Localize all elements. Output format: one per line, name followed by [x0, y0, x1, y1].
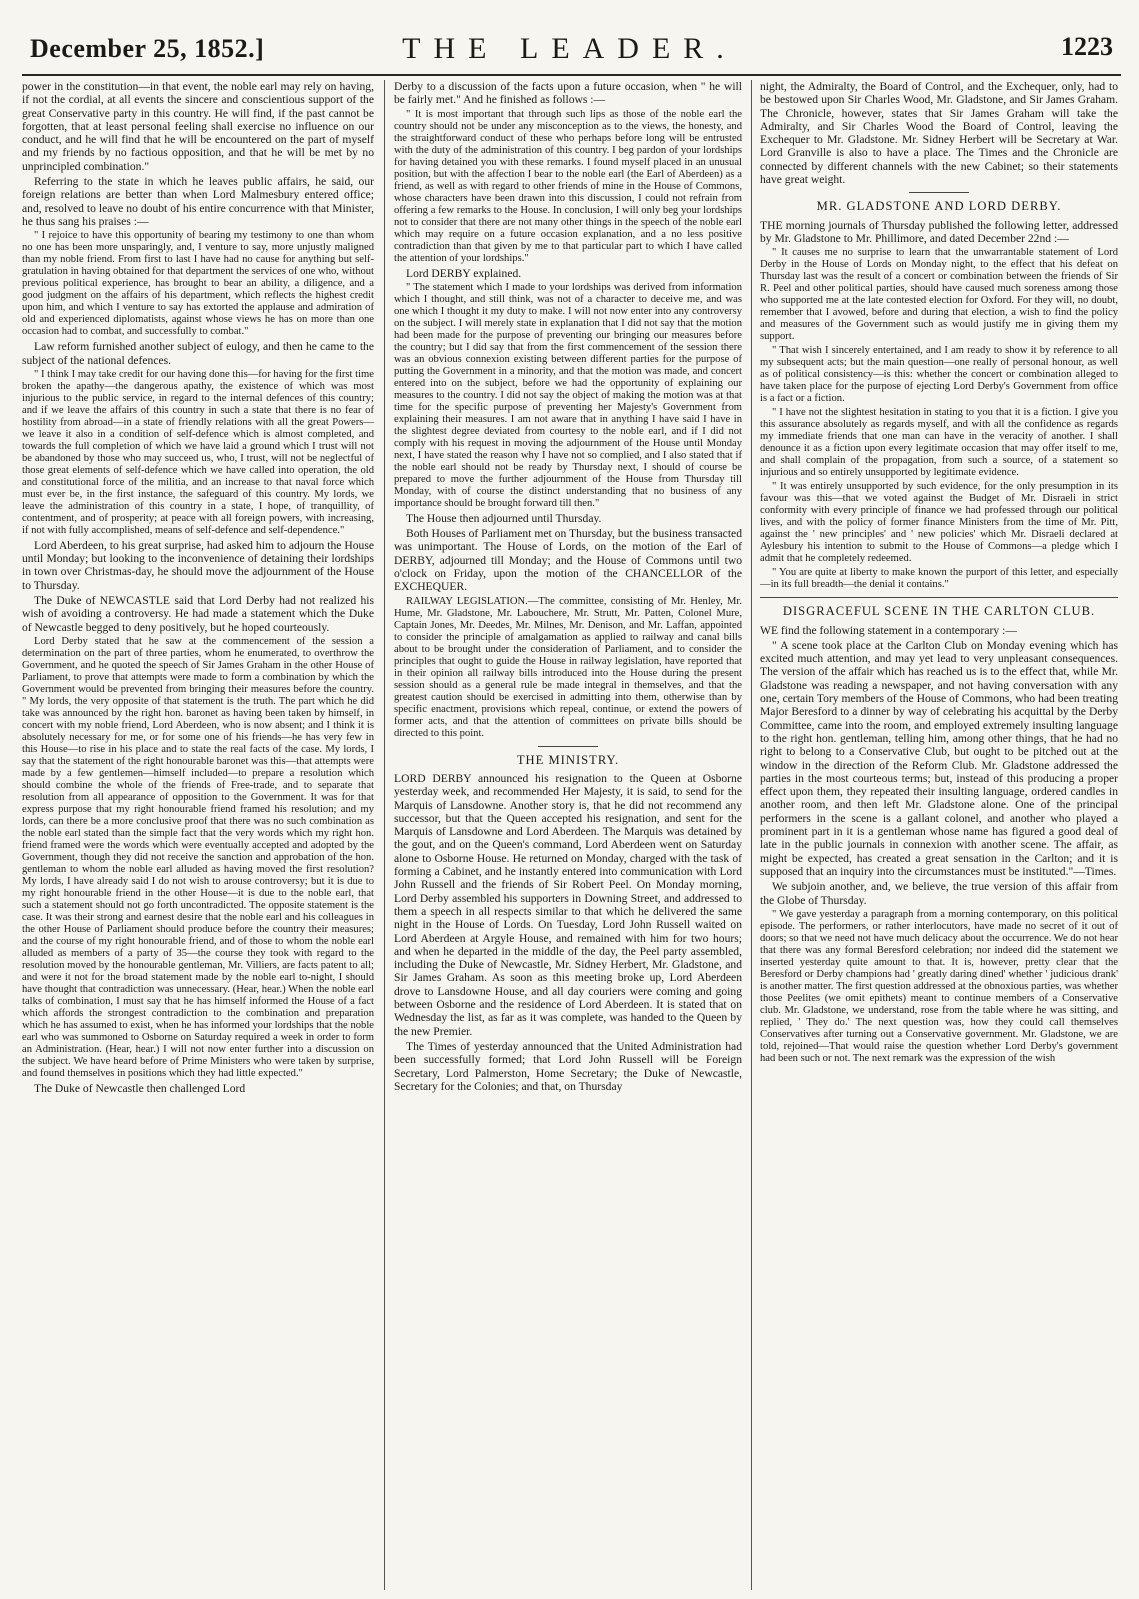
paragraph: LORD DERBY announced his resignation to the Queen at Osborne yesterday week, and recommended Her Majesty, it is said, to send for the Marquis of Lansdowne. Another story is, that he did not recommend any successor, but that the Queen accepted his resignation, and sent for the Marquis of Lansdowne and Lord Aberdeen. The Marquis was detained by the gout, and on the Queen's command, Lord Aberdeen went on Saturday alone to Osborne House. He returned on Monday, charged with the task of forming a Cabinet, and he instantly entered into communication with Lord John Russell and the friends of Sir Robert Peel. On Monday morning, Lord Derby assembled his supporters in Downing Street, and addressed to them a speech in all respects similar to that which he delivered the same night in the House of Lords. On Tuesday, Lord John Russell waited on Lord Aberdeen at Argyle House, and remained with him for two hours; and when he departed in the middle of the day, the Peel party assembled, including the Duke of Newcastle, Mr. Sidney Herbert, Mr. Gladstone, and Sir James Graham. As soon as this meeting broke up, Lord Aberdeen drove to Lansdowne House, and all day couriers were coming and going between Osborne and the residence of Lord Aberdeen. It is stated that on Wednesday the list, as far as it was complete, was handed to the Queen by the new Premier.	[394, 771, 742, 1038]
section-divider	[760, 597, 1118, 598]
paragraph: power in the constitution—in that event, the noble earl may rely on having, if not the cordial, at all events the sincere and conscientious support of the great Conservative party in this country. He will find, if the past cannot be forgotten, that at least personal feeling shall exercise no influence on our conduct, and he will find that he will be encountered on the part of myself and my friends by no factious opposition, and that he will be met by no unprincipled combination."	[22, 80, 374, 173]
quoted-paragraph: " We gave yesterday a paragraph from a morning contemporary, on this political episode. The performers, or rather interlocutors, have made no secret of it out of doors; so that we need not have much delicacy about the occurrence. We do not hear that there was any formal Beresford celebration; nor indeed did the statement we inserted yesterday quite amount to that. It is, however, pretty clear that the Beresford or Derby champions had ' greatly daring dined' whether ' judicious drank' is another matter. The first question addressed at the obnoxious parties, was whether those Peelites (we omit epithets) meant to continue members of a Conservative club. Mr. Gladstone, we understand, rose from the table where he was sitting, and replied, ' They do.' The next question was, how they could call themselves Conservatives after turning out a Conservative government. Mr. Gladstone, we are told, rejoined—That would raise the question whether Lord Derby's government had been such or not. The next remark was the expression of the wish	[760, 908, 1118, 1064]
paragraph: The House then adjourned until Thursday.	[406, 511, 602, 525]
paragraph: Both Houses of Parliament met on Thursday, but the business transacted was unimportant. The House of Lords, on the motion of the Earl of DERBY, adjourned till Monday; and the House of Commons until two o'clock on Friday, upon the motion of the CHANCELLOR of the EXCHEQUER.	[394, 527, 742, 594]
quoted-paragraph: Lord Derby stated that he saw at the commencement of the session a determination on the part of three parties, whom he enumerated, to overthrow the Government, and he quoted the speech of Sir James Graham in the other House of Parliament, to prove that attempts were made to form a combination by which the Government would be prevented from bringing their measures before the country. " My lords, the very opposite of that statement is the truth. The part which he did take was announced by the right hon. baronet as having been taken by himself, in concert with my noble friend, Lord Aberdeen, who is now absent; and I think it is absolutely necessary for me, or for some one of his friends—he has very few in this House—to rise in his place and to state the real facts of the case. My lords, I say that the statement of the right honourable baronet was this—that attempts were made by a few gentlemen—himself included—to prepare a resolution which should combine the whole of the friends of Free-trade, and to separate that resolution from all appearance of opposition to the Government. It was for that express purpose that my right honourable friend framed his resolution; and my lords, can there be a more conclusive proof that there was no such combination as the noble earl stated than the simple fact that the very words which my right hon. friend framed were the words which were eventually accepted and adopted by the Government, though they did not receive the sanction and approbation of the hon. gentleman to whom the noble earl alluded as having moved the first resolution? My lords, I have already said I do not wish to arouse controversy; but it is due to my right honourable friend in the other House—it is due to the noble earl, that such a statement should not go forth uncontradicted. The opposite statement is the case. It was their strong and earnest desire that the noble earl and his colleagues in the other House of Parliament should produce before the country their measures; and the course of my right honourable friend, and of those to whom the noble earl alluded as members of a party of 35—the course they took with regard to the resolution moved by the honourable gentleman, Mr. Villiers, are facts patent to all; and were it not for the broad statement made by the noble earl to-night, I should have thought that contradiction was unnecessary. (Hear, hear.) When the noble earl talks of combination, I must say that he has himself informed the House of a fact which affords the strongest contradiction to the combination and preparation which he has assumed to exist, when he has informed your lordships that the noble earl who was summoned to Osborne on Saturday required a week in order to form an Administration. (Hear, hear.) I will not now enter further into a discussion on the subject. We have heard before of Prime Ministers who were taken by surprise, and found themselves in positions which they had little expected."	[22, 635, 374, 1079]
paragraph: " A scene took place at the Carlton Club on Monday evening which has excited much attention, and may yet lead to very unpleasant consequences. The version of the affair which has reached us is to the effect that, while Mr. Gladstone was reading a newspaper, and not having conversation with any one, certain Tory members of the House of Commons, who had been treating Major Beresford to a dinner by way of celebrating his acquittal by the Derby Committee, came into the room, and employed extremely insulting language to the right hon. gentleman, telling him, among other things, that he had no right to belong to a Conservative Club, but ought to be pitched out at the window in the direction of the Reform Club. Mr. Gladstone addressed the parties in the most courteous terms; but, instead of this producing a proper effect upon them, they repeated their insulting language, ordered candles in another room, and then left Mr. Gladstone alone. One of the principal performers in the scene is a gallant colonel, and another who played a prominent part in it is a gentleman whose name has figured a good deal of late in the public journals in connexion with another scene. The affair, as might be expected, has created a great sensation in the Carlton; and it is supposed that an inquiry into the circumstances must be instituted."—Times.	[760, 638, 1118, 878]
paragraph: We subjoin another, and, we believe, the true version of this affair from the Globe of Thursday.	[760, 880, 1118, 907]
quoted-paragraph: " You are quite at liberty to make known the purport of this letter, and especially—in its full breadth—the denial it contains."	[760, 567, 1118, 591]
paragraph: Referring to the state in which he leaves public affairs, he said, our foreign relations are better than when Lord Malmesbury entered office; and, resolved to leave no doubt of his entire concurrence with that Minister, he thus sang his praises :—	[22, 175, 374, 228]
paragraph-railway-legislation: RAILWAY LEGISLATION.—The committee, consisting of Mr. Henley, Mr. Hume, Mr. Gladstone, Mr. Labouchere, Mr. Strutt, Mr. Patten, Colonel Mure, Captain Jones, Mr. Deedes, Mr. Milnes, Mr. Denison, and Mr. Laffan, appointed to consider the principle of amalgamation as applied to railway and canal bills about to be brought under the consideration of Parliament, and to consider the principles that ought to guide the House in railway legislation, have reported that in their opinion all railway bills introduced into the House during the present session should as a general rule be made integral in themselves, and that the greatest caution should be exercised in admitting into them, otherwise than by specific enactment, provisions which repeal, continue, or extend the powers of former acts, and that the attention of committees on private bills should be directed to this point.	[394, 595, 742, 739]
quoted-paragraph: " I have not the slightest hesitation in stating to you that it is a fiction. I give you this assurance absolutely as regards myself, and with all the confidence as regards my immediate friends that one man can have in the veracity of another. I shall denounce it as a fiction upon every legitimate occasion that may offer itself to me, and shall complain of the propagation, from such a source, of a statement so injurious and so entirely unsupported by legitimate evidence.	[760, 407, 1118, 479]
quoted-paragraph: " That wish I sincerely entertained, and I am ready to show it by reference to all my subsequent acts; but the main question—one really of personal honour, as well as of political consistency—is this: whether the concert or combination alleged to have taken place for the purpose of ejecting Lord Derby's Government from office is a fact or a fiction.	[760, 345, 1118, 405]
paragraph: The Duke of Newcastle then challenged Lord	[34, 1081, 246, 1095]
masthead-rule	[22, 74, 1121, 76]
paragraph: Lord DERBY explained.	[406, 266, 522, 280]
quoted-paragraph: " It is most important that through such lips as those of the noble earl the country should not be under any misconception as to the views, the honesty, and the straightforward conduct of these who perhaps before long will be entrusted with the duty of the administration of this country. I beg pardon of your lordships for having detained you with these remarks. I found myself placed in an unusual position, but with the affection I bear to the noble earl (the Earl of Aberdeen) as a friend, as well as with regard to other friends of mine in the House of Commons, whose characters have been drawn into this discussion, I could not refrain from offering a few remarks to the House. In conclusion, I will only beg your lordships not to consider that there are not many other things in the speech of the noble earl which may require on a future occasion explanation, and a no less positive contradiction than that given by me to that particular part to which I have called the attention of your lordships."	[394, 108, 742, 264]
paragraph: THE morning journals of Thursday published the following letter, addressed by Mr. Gladstone to Mr. Phillimore, and dated December 22nd :—	[760, 218, 1118, 245]
quoted-paragraph: " It was entirely unsupported by such evidence, for the only presumption in its favour was this—that we voted against the Budget of Mr. Disraeli in strict conformity with every principle of finance we had professed through our political lives, and with the policy of former finance Ministers from the time of Mr. Pitt, against the ' new principles' and ' new policies' which Mr. Disraeli declared at Aylesbury his intention to submit to the House of Commons—a pledge which I admit that he completely redeemed.	[760, 481, 1118, 565]
paragraph: Derby to a discussion of the facts upon a future occasion, when " he will be fairly met." And he finished as follows :—	[394, 80, 742, 107]
column-divider	[751, 80, 752, 1590]
paragraph: The Times of yesterday announced that the United Administration had been successfully formed; that Lord John Russell will be Foreign Secretary, Lord Palmerston, Home Secretary; the Duke of Newcastle, Secretary for the Colonies; and that, on Thursday	[394, 1039, 742, 1093]
column-divider	[384, 80, 385, 1590]
issue-date: December 25, 1852.]	[30, 34, 265, 63]
quoted-paragraph: " The statement which I made to your lordships was derived from information which I thought, and still think, was not of a character to deceive me, and was one which I thought it my duty to make. I will not now enter into any controversy on the subject. I will merely state in explanation that I did not say that the motion had been made for the purpose of preventing our bringing our measures before the country; but I did say that from the first commencement of the session there was an obvious connexion existing between different parties for the purpose of putting the Government in a minority, and that the motion was made, and concert entered into on the subject, before we had the opportunity of explaining our measures to the country. I did not say the object of making the motion was at that time for the specific purpose of preventing her Majesty's Government from explaining their measures. I am not aware that in anything I have said I have in the slightest degree deviated from courtesy to the noble earl, and if I did not comply with his request in moving the adjournment of the House until Monday next, I have stated the reason why I have not so complied, and I also stated that if the noble earl should not be ready by Thursday next, I should of course be prepared to move the further adjournment of the House from Thursday till Monday, with of course the distinct understanding that no business of any importance should be brought forward till then."	[394, 281, 742, 509]
quoted-paragraph: " I think I may take credit for our having done this—for having for the first time broken the apathy—the dangerous apathy, the existence of which was most injurious to the public service, in regard to the internal defences of this country; and if we leave the affairs of this country in such a state that there is no fear of hostility from abroad—in a state of friendly relations with all the great Powers—we leave it also in a condition of self-defence which is almost completed, and towards the full completion of which we have laid a ground which I trust will not be abandoned by those who may succeed us, who, I trust, will not be neglectful of those great elements of self-defence which we have called into operation, the old and constitutional force of the militia, and an increase to that naval force which must ever be, in the first instance, the safeguard of this country. My lords, we leave the administration of this country in a state, I hope, of tranquillity, of contentment, and of prosperity; at peace with all foreign powers, with increasing, if not with fully accomplished, means of self-defence and self-dependence."	[22, 368, 374, 536]
paragraph: Law reform furnished another subject of eulogy, and then he came to the subject of the national defences.	[22, 340, 374, 367]
column-1	[22, 80, 374, 1590]
newspaper-title: THE LEADER.	[402, 32, 737, 65]
heading-the-ministry: THE MINISTRY.	[516, 752, 620, 767]
quoted-paragraph: " I rejoice to have this opportunity of bearing my testimony to one than whom no one has been more unsparingly, and, I venture to say, more unjustly maligned than my noble friend. From first to last I have had no cause for anything but self-gratulation in having obtained for that department the services of one who, without previous political experience, has brought to bear an ability, a diligence, and a good judgment on the affairs of his department, which reflects the highest credit upon him, and which I venture to say has extorted the applause and admiration of old and experienced diplomatists, against whose views he has on more than one occasion had to combat, and successfully to combat."	[22, 230, 374, 338]
paragraph: night, the Admiralty, the Board of Control, and the Exchequer, only, had to be bestowed upon Sir Charles Wood, Mr. Gladstone, and Sir James Graham. The Chronicle, however, states that Sir James Graham will take the Admiralty, and Sir Charles Wood the Board of Control, leaving the Exchequer to Mr. Gladstone. Mr. Sidney Herbert will be Secretary at War. Lord Granville is also to have a place. The Times and the Chronicle are connected by different channels with the new Cabinet; so their statements have great weight.	[760, 80, 1118, 187]
paragraph: Lord Aberdeen, to his great surprise, had asked him to adjourn the House until Monday; but looking to the inconvenience of detaining their lordships in town over Christmas-day, he should move the adjournment of the House to Thursday.	[22, 538, 374, 592]
column-3	[760, 80, 1118, 1590]
masthead	[20, 28, 1119, 72]
page-number: 1223	[1061, 32, 1113, 61]
quoted-paragraph: " It causes me no surprise to learn that the unwarrantable statement of Lord Derby in the House of Lords on Monday night, to the effect that his defeat on Thursday last was the result of a concert or combination between the friends of Sir R. Peel and other political parties, should have caused much soreness among those who supported me at the late contested election for Oxford. For they will, no doubt, remember that I avowed, before and during that election, a wish to find the policy and measures of the Government such as would justify me in giving them my support.	[760, 247, 1118, 343]
paragraph: The Duke of NEWCASTLE said that Lord Derby had not realized his wish of avoiding a controversy. He had made a statement which the Duke of Newcastle begged to deny positively, but he hoped courteously.	[22, 594, 374, 634]
section-divider	[538, 746, 598, 747]
heading-gladstone-and-derby: MR. GLADSTONE AND LORD DERBY.	[816, 199, 1062, 214]
section-divider	[909, 192, 969, 193]
heading-carlton-club: DISGRACEFUL SCENE IN THE CARLTON CLUB.	[782, 604, 1096, 619]
paragraph: WE find the following statement in a contemporary :—	[760, 623, 1017, 637]
column-2	[394, 80, 742, 1590]
